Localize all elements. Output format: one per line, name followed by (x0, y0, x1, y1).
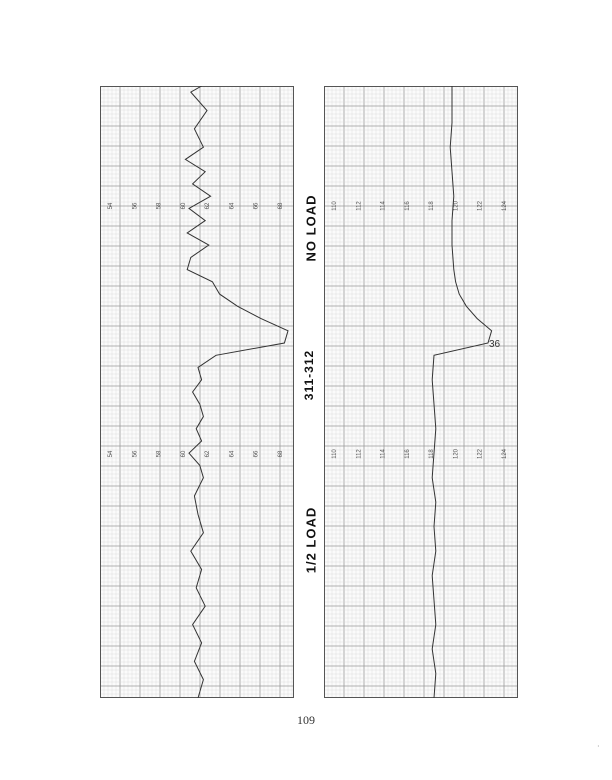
chart-right-svg (324, 86, 518, 698)
edge-mark: · (597, 742, 600, 751)
scale-tick-label: 112 (356, 449, 363, 459)
scale-tick-label: 116 (404, 449, 411, 459)
label-test-code: 311-312 (302, 349, 316, 401)
scale-tick-label: 62 (205, 450, 212, 458)
scale-tick-label: 58 (156, 202, 163, 210)
scale-tick-label: 114 (380, 449, 387, 459)
scale-tick-label: 58 (156, 450, 163, 458)
scale-tick-label: 60 (180, 450, 187, 458)
scale-tick-label: 116 (404, 201, 411, 211)
label-no-load: NO LOAD (303, 194, 319, 262)
label-half-load: 1/2 LOAD (303, 506, 319, 574)
scale-tick-label: 124 (502, 448, 508, 460)
scale-tick-label: 114 (380, 201, 387, 211)
scale-tick-label: 66 (253, 202, 260, 210)
scale-tick-label: 122 (477, 448, 484, 460)
scale-tick-label: 118 (429, 449, 436, 459)
scale-tick-label: 68 (278, 202, 284, 210)
scale-tick-label: 56 (132, 202, 139, 210)
scale-tick-label: 110 (332, 449, 338, 459)
scale-tick-label: 110 (332, 201, 338, 211)
scale-tick-label: 122 (477, 200, 484, 212)
scale-tick-label: 120 (453, 448, 460, 460)
page-number: 109 (297, 713, 315, 727)
chart-half-load-left (100, 86, 294, 698)
scale-tick-label: 64 (229, 450, 236, 458)
scale-tick-label: 62 (205, 202, 212, 210)
scale-tick-label: 124 (502, 200, 508, 212)
annotation-36: 36 (489, 339, 501, 350)
chart-left-svg (100, 86, 294, 698)
scale-tick-label: 66 (253, 450, 260, 458)
scale-tick-label: 56 (132, 450, 139, 458)
scale-tick-label: 120 (453, 200, 460, 212)
scale-tick-label: 60 (180, 202, 187, 210)
scale-tick-label: 112 (356, 201, 363, 211)
scale-tick-label: 68 (278, 450, 284, 458)
scale-tick-label: 54 (108, 202, 114, 210)
scale-tick-label: 64 (229, 202, 236, 210)
scale-tick-label: 118 (429, 201, 436, 211)
chart-no-load-right (324, 86, 518, 698)
scale-tick-label: 54 (108, 450, 114, 458)
